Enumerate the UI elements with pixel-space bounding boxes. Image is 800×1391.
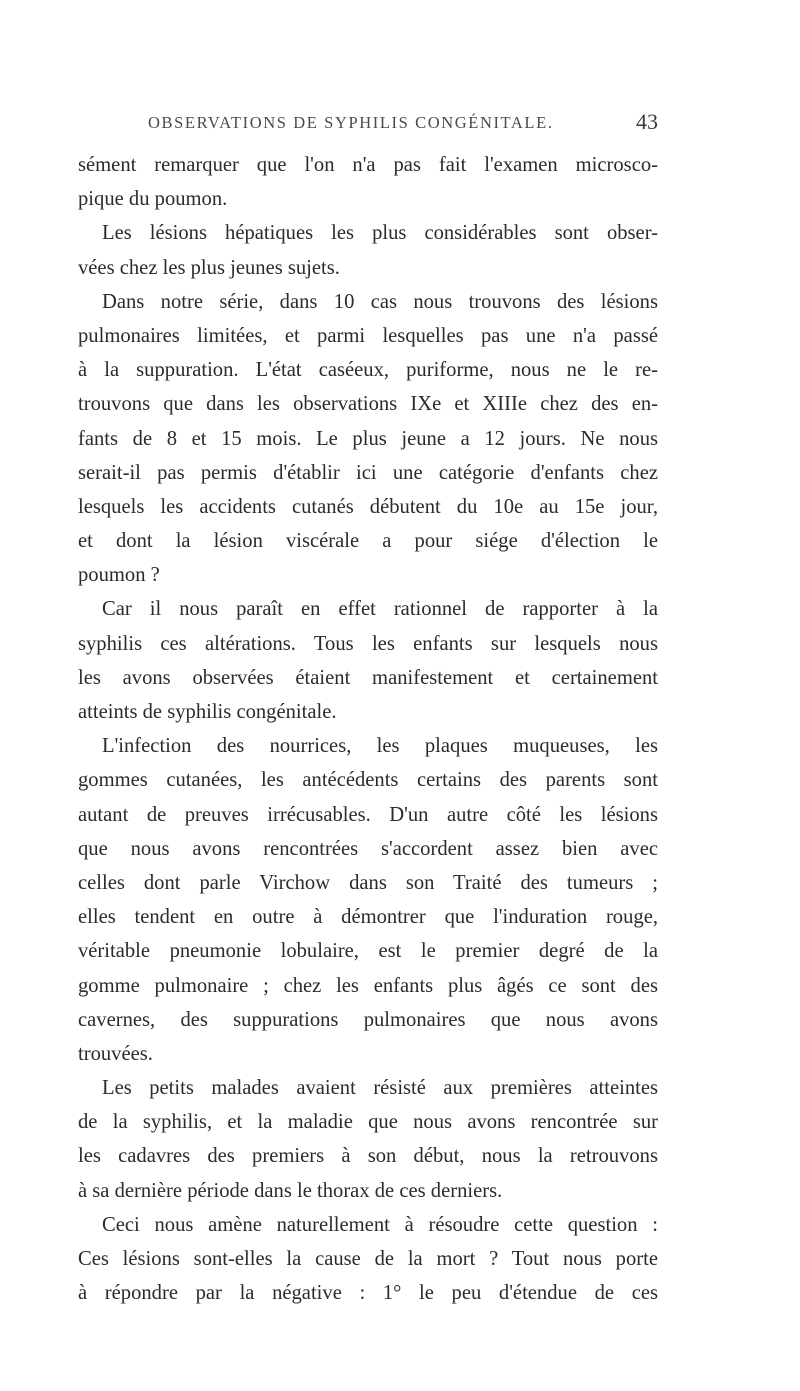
text-line: celles dont parle Virchow dans son Traité des tumeurs ;	[78, 871, 658, 894]
text-line: elles tendent en outre à démontrer que l'induration rouge,	[78, 906, 658, 929]
body-text	[78, 148, 658, 1310]
text-line: Les lésions hépatiques les plus considérables sont obser-	[102, 222, 658, 245]
text-line: Les petits malades avaient résisté aux premières atteintes	[102, 1077, 658, 1100]
text-line: véritable pneumonie lobulaire, est le premier degré de la	[78, 940, 658, 963]
text-line: L'infection des nourrices, les plaques muqueuses, les	[102, 735, 658, 758]
text-line: syphilis ces altérations. Tous les enfants sur lesquels nous	[78, 632, 658, 655]
text-line: que nous avons rencontrées s'accordent assez bien avec	[78, 837, 658, 860]
text-line: les cadavres des premiers à son début, nous la retrouvons	[78, 1145, 658, 1168]
text-line: gomme pulmonaire ; chez les enfants plus âgés ce sont des	[78, 974, 658, 997]
text-line: poumon ?	[78, 564, 160, 587]
text-line: les avons observées étaient manifestement et certainement	[78, 666, 658, 689]
text-line: à sa dernière période dans le thorax de ces derniers.	[78, 1179, 503, 1202]
text-line: pulmonaires limitées, et parmi lesquelles pas une n'a passé	[78, 324, 658, 347]
text-line: trouvées.	[78, 1042, 153, 1065]
text-line: serait-il pas permis d'établir ici une catégorie d'enfants chez	[78, 461, 658, 484]
text-line: Car il nous paraît en effet rationnel de rapporter à la	[102, 598, 658, 621]
text-line: vées chez les plus jeunes sujets.	[78, 256, 340, 279]
text-line: de la syphilis, et la maladie que nous avons rencontrée sur	[78, 1111, 658, 1134]
text-line: sément remarquer que l'on n'a pas fait l'examen microsco-	[78, 154, 658, 176]
text-line: Ces lésions sont-elles la cause de la mort ? Tout nous porte	[78, 1248, 658, 1270]
text-line: à répondre par la négative : 1° le peu d'étendue de ces	[78, 1282, 658, 1305]
text-line: Dans notre série, dans 10 cas nous trouvons des lésions	[102, 290, 658, 313]
text-line: et dont la lésion viscérale a pour siége d'élection le	[78, 530, 658, 553]
text-line: autant de preuves irrécusables. D'un autre côté les lésions	[78, 803, 658, 826]
page-header	[78, 109, 658, 141]
text-line: cavernes, des suppurations pulmonaires que nous avons	[78, 1008, 658, 1031]
text-line: pique du poumon.	[78, 188, 228, 211]
text-line: Ceci nous amène naturellement à résoudre cette question :	[102, 1213, 658, 1236]
running-title: OBSERVATIONS DE SYPHILIS CONGÉNITALE.	[148, 113, 554, 132]
text-line: atteints de syphilis congénitale.	[78, 701, 337, 723]
text-line: fants de 8 et 15 mois. Le plus jeune a 12 jours. Ne nous	[78, 427, 658, 450]
text-line: gommes cutanées, les antécédents certains des parents sont	[78, 769, 658, 792]
text-line: à la suppuration. L'état caséeux, puriforme, nous ne le re-	[78, 359, 658, 382]
text-line: trouvons que dans les observations IXe et XIIIe chez des en-	[78, 393, 658, 416]
text-line: lesquels les accidents cutanés débutent du 10e au 15e jour,	[78, 495, 658, 518]
page-number: 43	[636, 109, 658, 134]
